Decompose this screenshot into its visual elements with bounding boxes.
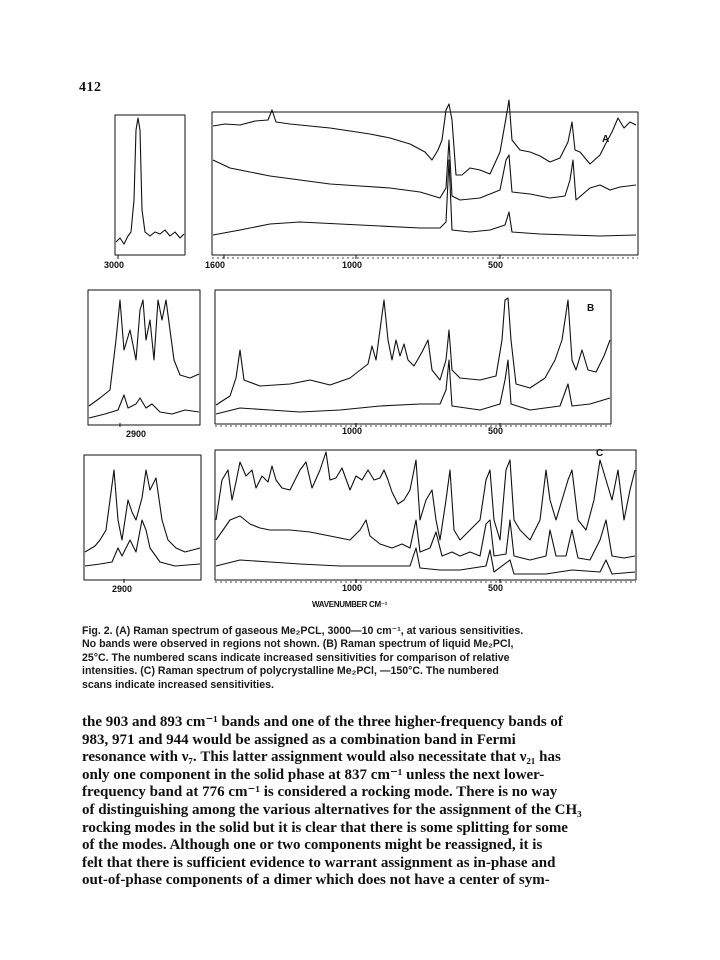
panel-b-letter: B — [587, 303, 595, 314]
panel-c-trace-1 — [216, 452, 635, 540]
caption-line: intensities. (C) Raman spectrum of polycrystalline Me₂PCl, —150°C. The numbered — [82, 665, 499, 678]
panel-b-left-trace-1 — [89, 300, 199, 406]
panel-c-left-frame — [84, 455, 201, 580]
panel-a-trace-2 — [213, 140, 636, 200]
caption-line: 25°C. The numbered scans indicate increased sensitivities for comparison of relative — [82, 651, 510, 664]
panel-a — [115, 100, 638, 259]
panel-a-right-frame — [212, 112, 638, 255]
panel-c-left-trace-2 — [85, 520, 200, 566]
panel-c-tick-500: 500 — [488, 583, 504, 593]
body-line: of the modes. Although one or two components might be reassigned, it is — [82, 837, 543, 854]
panel-a-trace-3 — [213, 160, 636, 236]
panel-c-tick-2900: 2900 — [112, 584, 133, 594]
panel-b-left-trace-2 — [89, 395, 199, 418]
panel-b-trace-1 — [216, 298, 610, 405]
panel-b-tick-2900: 2900 — [126, 429, 147, 439]
panel-a-tick-3000: 3000 — [104, 260, 125, 270]
body-line: resonance with ν₇. This latter assignment would also necessitate that ν₂₁ has — [82, 749, 561, 766]
panel-a-left-trace — [116, 118, 184, 244]
panel-c-left-trace-1 — [85, 470, 200, 552]
page-number: 412 — [79, 80, 102, 95]
body-line: 983, 971 and 944 would be assigned as a combination band in Fermi — [82, 731, 516, 748]
caption-line: scans indicate increased sensitivities. — [82, 678, 274, 691]
body-line: frequency band at 776 cm⁻¹ is considered a rocking mode. There is no way — [82, 784, 558, 801]
panel-a-left-frame — [115, 115, 185, 255]
panel-c-trace-3 — [216, 548, 635, 574]
panel-a-tick-1000: 1000 — [342, 260, 363, 270]
body-line: rocking modes in the solid but it is clear that there is some splitting for some — [82, 819, 568, 836]
caption-line: Fig. 2. (A) Raman spectrum of gaseous Me₂PCL, 3000—10 cm⁻¹, at various sensitivities. — [82, 625, 524, 637]
figure-caption — [82, 625, 642, 692]
panel-a-letter: A — [602, 134, 610, 145]
panel-a-tick-500: 500 — [488, 260, 504, 270]
x-axis-title: WAVENUMBER CM⁻¹ — [312, 600, 388, 609]
body-paragraph — [82, 714, 642, 890]
body-line: of distinguishing among the various alternatives for the assignment of the CH₃ — [82, 801, 582, 818]
body-line: out-of-phase components of a dimer which does not have a center of sym- — [82, 872, 550, 889]
panel-c — [84, 450, 636, 583]
panel-c-letter: C — [596, 448, 604, 459]
panel-c-trace-2 — [216, 516, 635, 560]
body-line: the 903 and 893 cm⁻¹ bands and one of the three higher-frequency bands of — [82, 714, 563, 730]
panel-c-right-frame — [215, 450, 636, 580]
panel-b-tick-1000: 1000 — [342, 426, 363, 436]
body-line: only one component in the solid phase at 837 cm⁻¹ unless the next lower- — [82, 766, 545, 783]
panel-c-tick-1000: 1000 — [342, 583, 363, 593]
caption-line: No bands were observed in regions not shown. (B) Raman spectrum of liquid Me₂PCl, — [82, 638, 514, 651]
panel-a-tick-1600: 1600 — [205, 260, 226, 270]
panel-b — [88, 290, 611, 427]
panel-b-tick-500: 500 — [488, 426, 504, 436]
body-line: felt that there is sufficient evidence to warrant assignment as in-phase and — [82, 854, 556, 871]
